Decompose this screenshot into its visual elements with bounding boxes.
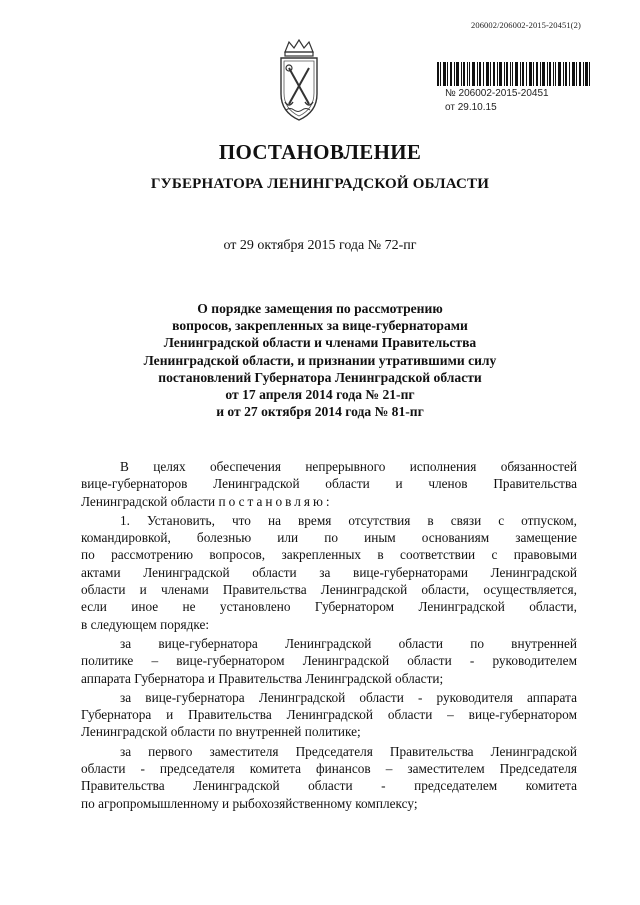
enacting-word: постановляю: [218,493,333,509]
body-line: за вице-губернатора Ленинградской области по внутренней [120,635,577,651]
paragraph-1 [81,512,577,633]
paragraph-3 [81,689,577,741]
heading-line: Ленинградской области, и признании утратившими силу [143,352,497,368]
heading-line: О порядке замещения по рассмотрению [197,301,443,316]
intro-paragraph [81,458,577,510]
body-line: Губернатора и Правительства Ленинградской области – вице-губернатором [81,707,577,723]
document-id: 206002/206002-2015-20451(2) [471,20,581,30]
registration-date: от 29.10.15 [445,102,497,113]
heading-line: постановлений Губернатора Ленинградской области [158,369,482,385]
body-line: если иное не установлено Губернатором Ленинградской области, [81,599,577,615]
heading-line: и от 27 октября 2014 года № 81-пг [216,404,424,420]
body-line: Ленинградской области по внутренней политике; [81,724,361,740]
body-line: Правительства Ленинградской области - председателем комитета [81,778,577,794]
body-line: за вице-губернатора Ленинградской области - руководителя аппарата [120,689,577,705]
body-line: политике – вице-губернатором Ленинградской области - руководителем [81,653,577,669]
decree-body [81,458,577,814]
document-subtitle: ГУБЕРНАТОРА ЛЕНИНГРАДСКОЙ ОБЛАСТИ [150,176,490,192]
body-line: области и членами Правительства Ленинградской области, осуществляется, [81,582,577,598]
body-line: актами Ленинградской области за вице-губернаторами Ленинградской [81,564,577,580]
body-text-run: Ленинградской области [81,493,219,509]
body-line: 1. Установить, что на время отсутствия в связи с отпуском, [120,512,577,528]
paragraph-2 [81,635,577,687]
heading-line: от 17 апреля 2014 года № 21-пг [225,387,415,403]
decree-date: от 29 октября 2015 года № 72-пг [223,238,417,253]
barcode-icon [437,62,590,86]
heading-line: вопросов, закрепленных за вице-губернаторами [172,318,468,334]
body-line: в следующем порядке: [81,616,210,632]
body-line: по агропромышленному и рыбохозяйственному комплексу; [81,795,418,811]
decree-heading [0,300,640,420]
coat-of-arms-icon [275,38,323,124]
heading-line: Ленинградской области и членами Правительства [163,335,477,351]
body-line: В целях обеспечения непрерывного исполнения обязанностей [120,459,577,474]
body-line: аппарата Губернатора и Правительства Ленинградской области; [81,670,444,686]
body-line: области - председателя комитета финансов – заместителем Председателя [81,761,577,777]
body-line: вице-губернаторов Ленинградской области и членов Правительства [81,476,577,492]
body-line: по рассмотрению вопросов, закрепленных в соответствии с правовыми [81,547,577,563]
body-line: за первого заместителя Председателя Правительства Ленинградской [120,743,577,759]
paragraph-4 [81,743,577,812]
registration-number: № 206002-2015-20451 [445,88,549,99]
body-line [81,493,577,510]
document-title: ПОСТАНОВЛЕНИЕ [218,140,422,164]
body-line: командировкой, болезнью или по иным основаниям замещение [81,530,577,546]
